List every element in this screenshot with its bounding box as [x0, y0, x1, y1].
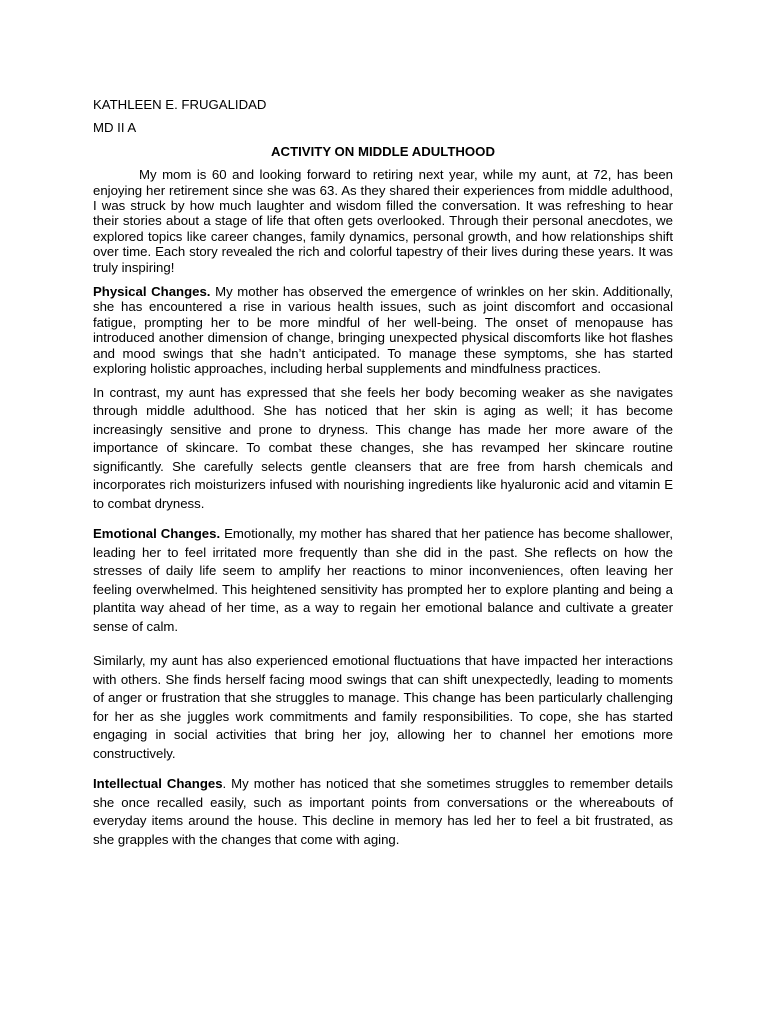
intro-paragraph — [93, 167, 673, 275]
intellectual-changes-mother-paragraph — [93, 775, 673, 849]
emotional-changes-mother-paragraph — [93, 525, 673, 636]
physical-changes-heading: Physical Changes. — [93, 284, 211, 300]
emotional-changes-heading: Emotional Changes. — [93, 526, 221, 541]
intro-paragraph-text: My mom is 60 and looking forward to retiring next year, while my aunt, at 72, has been enjoying her retirement since she was 63. As they shared their experiences from middle adulthood, I was struck by how much laughter and wisdom filled the conversation. It was refreshing to hear their stories about a stage of life that often gets overlooked. Through their personal anecdotes, we explored topics like career changes, family dynamics, personal growth, and how relationships shift over time. Each story revealed the rich and colorful tapestry of their lives during these years. It was truly inspiring! — [93, 167, 673, 275]
emotional-changes-aunt-paragraph — [93, 652, 673, 763]
document-body — [93, 97, 673, 849]
emotional-changes-mother-text: Emotionally, my mother has shared that her patience has become shallower, leading her to feel irritated more frequently than she did in the past. She reflects on how the stresses of daily life seem to amplify her reactions to minor inconveniences, often leaving her feeling overwhelmed. This heightened sensitivity has prompted her to explore planting and being a plantita way ahead of her time, as a way to regain her emotional balance and cultivate a greater sense of calm. — [93, 526, 673, 634]
intellectual-changes-mother-text: . My mother has noticed that she sometimes struggles to remember details she once recalled easily, such as important points from conversations or the whereabouts of everyday items around the house. This decline in memory has led her to feel a bit frustrated, as she grapples with the changes that come with aging. — [93, 776, 673, 847]
intellectual-changes-heading: Intellectual Changes — [93, 776, 223, 791]
class-section: MD II A — [93, 120, 137, 136]
emotional-changes-aunt-text: Similarly, my aunt has also experienced emotional fluctuations that have impacted her interactions with others. She finds herself facing mood swings that can shift unexpectedly, leading to moments of anger or frustration that she struggles to manage. This change has been particularly challenging for her as she juggles work commitments and family responsibilities. To cope, she has started engaging in social activities that bring her joy, allowing her to channel her emotions more constructively. — [93, 653, 673, 761]
author-name: KATHLEEN E. FRUGALIDAD — [93, 97, 267, 112]
physical-changes-mother-text: My mother has observed the emergence of wrinkles on her skin. Additionally, she has encountered a rise in various health issues, such as joint discomfort and occasional fatigue, prompting her to be more mindful of her well-being. The onset of menopause has introduced another dimension of change, bringing unexpected physical discomforts like hot flashes and mood swings that she hadn’t anticipated. To manage these symptoms, she has started exploring holistic approaches, including herbal supplements and mindfulness practices. — [93, 284, 673, 377]
document-title: ACTIVITY ON MIDDLE ADULTHOOD — [271, 143, 495, 159]
physical-changes-aunt-paragraph — [93, 384, 673, 514]
physical-changes-mother-paragraph — [93, 284, 673, 376]
physical-changes-aunt-text: In contrast, my aunt has expressed that she feels her body becoming weaker as she navigates through middle adulthood. She has noticed that her skin is aging as well; it has become increasingly sensitive and prone to dryness. This change has made her more aware of the importance of skincare. To combat these changes, she has revamped her skincare routine significantly. She carefully selects gentle cleansers that are free from harsh chemicals and incorporates rich moisturizers infused with nourishing ingredients like hyaluronic acid and vitamin E to combat dryness. — [93, 384, 673, 511]
